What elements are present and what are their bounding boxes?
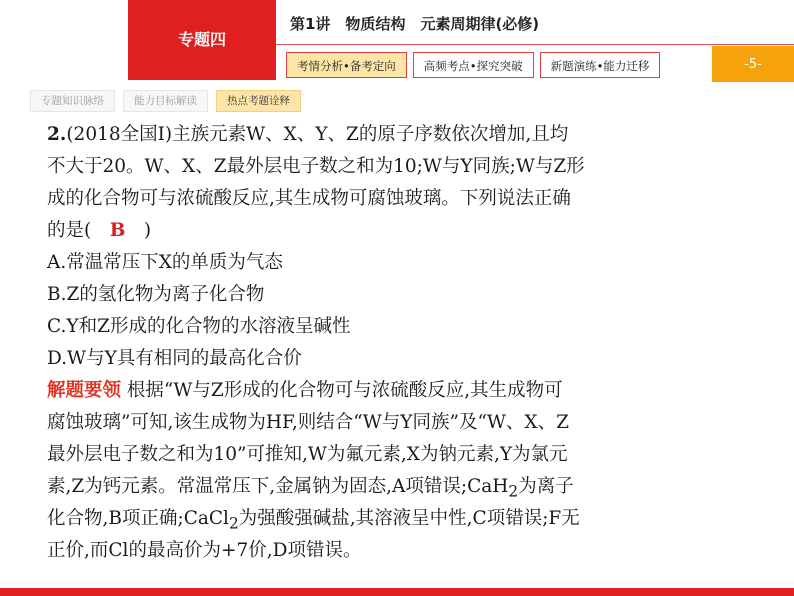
question-text-1: (2018全国Ⅰ)主族元素W、X、Y、Z的原子序数依次增加,且均 xyxy=(66,124,569,145)
topic-label: 专题四 xyxy=(177,29,226,49)
option-d: D.W与Y具有相同的最高化合价 xyxy=(47,348,302,369)
option-c: C.Y和Z形成的化合物的水溶液呈碱性 xyxy=(47,316,351,337)
question-stem-close: ) xyxy=(125,220,152,241)
tab-exam-analysis[interactable]: 考情分析•备考定向 xyxy=(286,52,407,78)
solution-line-5 xyxy=(47,503,767,535)
solution-line-2: 腐蚀玻璃”可知,该生成物为HF,则结合“W与Y同族”及“W、X、Z xyxy=(47,412,569,433)
solution-text-1: 根据“W与Z形成的化合物可与浓硫酸反应,其生成物可 xyxy=(126,380,563,401)
header-left-blank xyxy=(0,0,130,80)
footer-bar xyxy=(0,588,794,596)
solution-text-4a: 素,Z为钙元素。常温常压下,金属钠为固态,A项错误;CaH xyxy=(47,476,509,497)
question-line-4 xyxy=(47,215,767,247)
solution-text-4b: 为离子 xyxy=(518,476,574,497)
solution-line-3: 最外层电子数之和为10”可推知,W为氟元素,X为钠元素,Y为氯元 xyxy=(47,444,568,465)
solution-text-5b: 为强酸强碱盐,其溶液呈中性,C项错误;F无 xyxy=(238,508,580,529)
question-number: 2. xyxy=(47,124,67,145)
question-line-2: 不大于20。W、X、Z最外层电子数之和为10;W与Y同族;W与Z形 xyxy=(47,156,585,177)
nav-item-ability[interactable]: 能力目标解读 xyxy=(123,90,208,112)
solution-text-5a: 化合物,B项正确;CaCl xyxy=(47,508,229,529)
solution-line-6: 正价,而Cl的最高价为+7价,D项错误。 xyxy=(47,540,362,561)
tab-new-exercises[interactable]: 新题演练•能力迁移 xyxy=(540,52,661,78)
nav-item-hot-questions[interactable]: 热点考题诠释 xyxy=(216,90,301,112)
section-tabs xyxy=(286,52,660,78)
header-divider xyxy=(276,44,794,45)
question-stem-end: 的是( xyxy=(47,220,110,241)
lesson-title: 第1讲 物质结构 元素周期律(必修) xyxy=(290,15,540,33)
tab-key-points[interactable]: 高频考点•探究突破 xyxy=(413,52,534,78)
answer-letter: B xyxy=(109,220,126,241)
nav-item-knowledge[interactable]: 专题知识脉络 xyxy=(30,90,115,112)
sub-nav xyxy=(30,90,301,112)
page-number-bar xyxy=(712,46,794,82)
page-number: -5- xyxy=(744,56,762,72)
question-line-3: 成的化合物可与浓硫酸反应,其生成物可腐蚀玻璃。下列说法正确 xyxy=(47,188,571,209)
solution-line-4 xyxy=(47,471,767,503)
option-b: B.Z的氢化物为离子化合物 xyxy=(47,284,265,305)
question-line-1 xyxy=(47,119,767,151)
subscript-2: 2 xyxy=(508,482,519,501)
topic-badge xyxy=(128,0,276,80)
question-content xyxy=(47,119,767,567)
option-a: A.常温常压下X的单质为气态 xyxy=(47,252,283,273)
solution-label: 解题要领 xyxy=(47,380,122,401)
solution-line-1 xyxy=(47,375,767,407)
subscript-2: 2 xyxy=(228,514,239,533)
